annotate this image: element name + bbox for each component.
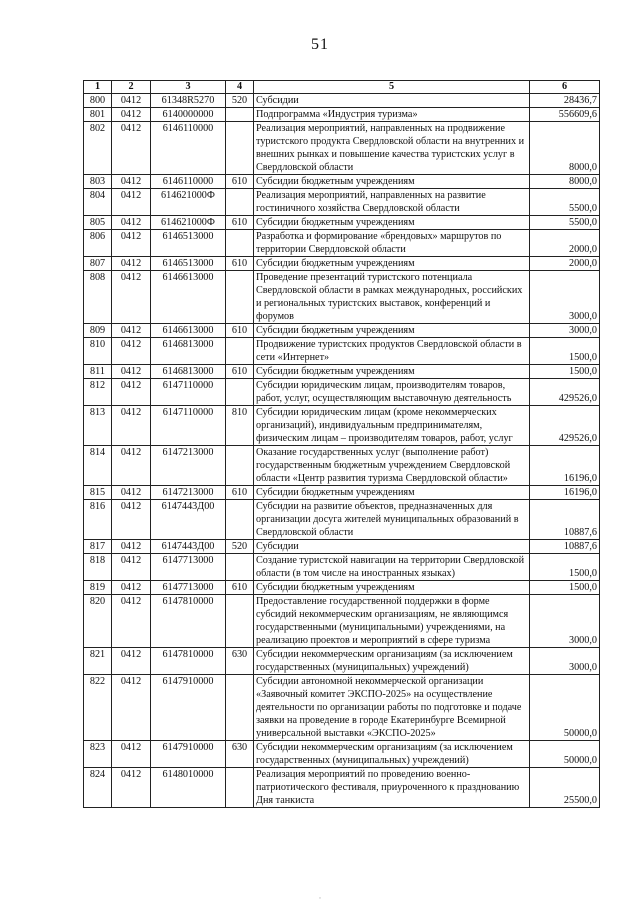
target-article-code-cell: 6147910000 <box>151 675 226 741</box>
amount-cell: 2000,0 <box>530 257 600 271</box>
target-article-code-cell: 6146513000 <box>151 257 226 271</box>
table-row <box>84 175 600 189</box>
section-code-cell: 0412 <box>112 581 151 595</box>
row-number-cell: 803 <box>84 175 112 189</box>
row-number-cell: 802 <box>84 122 112 175</box>
target-article-code-cell: 6147110000 <box>151 379 226 406</box>
target-article-code-cell: 6146613000 <box>151 271 226 324</box>
section-code-cell: 0412 <box>112 257 151 271</box>
amount-cell: 3000,0 <box>530 595 600 648</box>
row-number-cell: 817 <box>84 540 112 554</box>
expense-type-code-cell: 810 <box>226 406 254 446</box>
target-article-code-cell: 6146613000 <box>151 324 226 338</box>
row-number-cell: 804 <box>84 189 112 216</box>
table-row <box>84 648 600 675</box>
amount-cell: 1500,0 <box>530 581 600 595</box>
expense-type-code-cell: 610 <box>226 581 254 595</box>
section-code-cell: 0412 <box>112 768 151 808</box>
expense-type-code-cell: 610 <box>226 324 254 338</box>
expense-type-code-cell: 520 <box>226 540 254 554</box>
expense-type-code-cell <box>226 768 254 808</box>
section-code-cell: 0412 <box>112 379 151 406</box>
amount-cell: 50000,0 <box>530 675 600 741</box>
row-number-cell: 819 <box>84 581 112 595</box>
amount-cell: 25500,0 <box>530 768 600 808</box>
target-article-code-cell: 6147810000 <box>151 595 226 648</box>
row-number-cell: 807 <box>84 257 112 271</box>
row-number-cell: 823 <box>84 741 112 768</box>
amount-cell: 8000,0 <box>530 175 600 189</box>
expense-type-code-cell <box>226 554 254 581</box>
item-name-cell: Субсидии <box>254 94 530 108</box>
target-article-code-cell: 6147213000 <box>151 486 226 500</box>
item-name-cell: Субсидии бюджетным учреждениям <box>254 365 530 379</box>
section-code-cell: 0412 <box>112 189 151 216</box>
item-name-cell: Субсидии юридическим лицам, производителям товаров, работ, услуг, осуществляющим выставочную деятельность <box>254 379 530 406</box>
amount-cell: 2000,0 <box>530 230 600 257</box>
target-article-code-cell: 6147910000 <box>151 741 226 768</box>
amount-cell: 16196,0 <box>530 486 600 500</box>
target-article-code-cell: 614621000Ф <box>151 216 226 230</box>
item-name-cell: Субсидии некоммерческим организациям (за исключением государственных (муниципальных) учреждений) <box>254 741 530 768</box>
amount-cell: 1500,0 <box>530 365 600 379</box>
section-code-cell: 0412 <box>112 595 151 648</box>
target-article-code-cell: 6147443Д00 <box>151 500 226 540</box>
section-code-cell: 0412 <box>112 108 151 122</box>
item-name-cell: Субсидии на развитие объектов, предназначенных для организации досуга жителей муниципальных образований в Свердловской области <box>254 500 530 540</box>
page-footer-mark: · <box>318 893 322 903</box>
target-article-code-cell: 6146813000 <box>151 365 226 379</box>
item-name-cell: Субсидии бюджетным учреждениям <box>254 257 530 271</box>
item-name-cell: Субсидии <box>254 540 530 554</box>
column-header: 6 <box>530 81 600 94</box>
row-number-cell: 814 <box>84 446 112 486</box>
section-code-cell: 0412 <box>112 675 151 741</box>
row-number-cell: 810 <box>84 338 112 365</box>
amount-cell: 1500,0 <box>530 554 600 581</box>
amount-cell: 3000,0 <box>530 648 600 675</box>
expense-type-code-cell: 520 <box>226 94 254 108</box>
target-article-code-cell: 6147443Д00 <box>151 540 226 554</box>
table-row <box>84 486 600 500</box>
item-name-cell: Подпрограмма «Индустрия туризма» <box>254 108 530 122</box>
item-name-cell: Субсидии некоммерческим организациям (за исключением государственных (муниципальных) учреждений) <box>254 648 530 675</box>
amount-cell: 5500,0 <box>530 216 600 230</box>
section-code-cell: 0412 <box>112 540 151 554</box>
item-name-cell: Субсидии бюджетным учреждениям <box>254 175 530 189</box>
amount-cell: 28436,7 <box>530 94 600 108</box>
section-code-cell: 0412 <box>112 338 151 365</box>
column-header: 1 <box>84 81 112 94</box>
amount-cell: 50000,0 <box>530 741 600 768</box>
table-row <box>84 540 600 554</box>
expense-type-code-cell <box>226 189 254 216</box>
expense-type-code-cell <box>226 446 254 486</box>
item-name-cell: Реализация мероприятий, направленных на развитие гостиничного хозяйства Свердловской области <box>254 189 530 216</box>
amount-cell: 429526,0 <box>530 406 600 446</box>
target-article-code-cell: 6146513000 <box>151 230 226 257</box>
row-number-cell: 821 <box>84 648 112 675</box>
item-name-cell: Реализация мероприятий, направленных на продвижение туристского продукта Свердловской области на внутренних и внешних рынках и повышение качества туристских услуг в Свердловской области <box>254 122 530 175</box>
amount-cell: 5500,0 <box>530 189 600 216</box>
table-row <box>84 446 600 486</box>
item-name-cell: Разработка и формирование «брендовых» маршрутов по территории Свердловской области <box>254 230 530 257</box>
section-code-cell: 0412 <box>112 324 151 338</box>
section-code-cell: 0412 <box>112 365 151 379</box>
item-name-cell: Продвижение туристских продуктов Свердловской области в сети «Интернет» <box>254 338 530 365</box>
row-number-cell: 820 <box>84 595 112 648</box>
row-number-cell: 801 <box>84 108 112 122</box>
row-number-cell: 811 <box>84 365 112 379</box>
amount-cell: 3000,0 <box>530 271 600 324</box>
target-article-code-cell: 6147810000 <box>151 648 226 675</box>
target-article-code-cell: 6146813000 <box>151 338 226 365</box>
amount-cell: 8000,0 <box>530 122 600 175</box>
table-body <box>84 94 600 808</box>
page-number: 51 <box>311 36 329 53</box>
section-code-cell: 0412 <box>112 216 151 230</box>
target-article-code-cell: 6146110000 <box>151 175 226 189</box>
table-row <box>84 500 600 540</box>
item-name-cell: Оказание государственных услуг (выполнение работ) государственным бюджетным учреждением Свердловской области «Центр развития туризма Свердловской области» <box>254 446 530 486</box>
table-row <box>84 271 600 324</box>
section-code-cell: 0412 <box>112 648 151 675</box>
table-row <box>84 338 600 365</box>
table-row <box>84 230 600 257</box>
row-number-cell: 813 <box>84 406 112 446</box>
table-row <box>84 216 600 230</box>
amount-cell: 556609,6 <box>530 108 600 122</box>
table-row <box>84 768 600 808</box>
item-name-cell: Субсидии бюджетным учреждениям <box>254 216 530 230</box>
expense-type-code-cell: 610 <box>226 486 254 500</box>
table-row <box>84 189 600 216</box>
table-row <box>84 257 600 271</box>
table-row <box>84 406 600 446</box>
expense-type-code-cell <box>226 271 254 324</box>
section-code-cell: 0412 <box>112 486 151 500</box>
table-header-row <box>84 81 600 94</box>
row-number-cell: 808 <box>84 271 112 324</box>
target-article-code-cell: 6147213000 <box>151 446 226 486</box>
item-name-cell: Субсидии бюджетным учреждениям <box>254 581 530 595</box>
amount-cell: 10887,6 <box>530 540 600 554</box>
target-article-code-cell: 6147713000 <box>151 554 226 581</box>
section-code-cell: 0412 <box>112 175 151 189</box>
section-code-cell: 0412 <box>112 741 151 768</box>
row-number-cell: 824 <box>84 768 112 808</box>
expense-type-code-cell: 610 <box>226 365 254 379</box>
row-number-cell: 816 <box>84 500 112 540</box>
row-number-cell: 806 <box>84 230 112 257</box>
row-number-cell: 805 <box>84 216 112 230</box>
section-code-cell: 0412 <box>112 554 151 581</box>
item-name-cell: Предоставление государственной поддержки в форме субсидий некоммерческим организациям, не являющимся государственными (муниципальными) учреждениями, на реализацию проектов и мероприятий в сфере туризма <box>254 595 530 648</box>
table-row <box>84 741 600 768</box>
expense-type-code-cell: 610 <box>226 257 254 271</box>
row-number-cell: 818 <box>84 554 112 581</box>
section-code-cell: 0412 <box>112 406 151 446</box>
amount-cell: 3000,0 <box>530 324 600 338</box>
budget-table <box>83 80 600 808</box>
amount-cell: 16196,0 <box>530 446 600 486</box>
item-name-cell: Проведение презентаций туристского потенциала Свердловской области в рамках международных, российских и региональных туристских выставок, конференций и форумов <box>254 271 530 324</box>
table-row <box>84 554 600 581</box>
expense-type-code-cell <box>226 108 254 122</box>
expense-type-code-cell: 610 <box>226 216 254 230</box>
row-number-cell: 800 <box>84 94 112 108</box>
column-header: 2 <box>112 81 151 94</box>
table-row <box>84 675 600 741</box>
expense-type-code-cell <box>226 675 254 741</box>
table-row <box>84 122 600 175</box>
table-row <box>84 379 600 406</box>
item-name-cell: Создание туристской навигации на территории Свердловской области (в том числе на иностранных языках) <box>254 554 530 581</box>
expense-type-code-cell <box>226 122 254 175</box>
expense-type-code-cell: 630 <box>226 648 254 675</box>
amount-cell: 1500,0 <box>530 338 600 365</box>
expense-type-code-cell <box>226 338 254 365</box>
section-code-cell: 0412 <box>112 446 151 486</box>
row-number-cell: 809 <box>84 324 112 338</box>
item-name-cell: Реализация мероприятий по проведению военно-патриотического фестиваля, приуроченного к празднованию Дня танкиста <box>254 768 530 808</box>
row-number-cell: 822 <box>84 675 112 741</box>
table-row <box>84 324 600 338</box>
item-name-cell: Субсидии бюджетным учреждениям <box>254 324 530 338</box>
section-code-cell: 0412 <box>112 271 151 324</box>
table-row <box>84 365 600 379</box>
column-header: 4 <box>226 81 254 94</box>
column-header: 5 <box>254 81 530 94</box>
item-name-cell: Субсидии автономной некоммерческой организации «Заявочный комитет ЭКСПО-2025» на осуществление деятельности по организации работы по подготовке и подаче заявки на проведение в городе Екатеринбурге Всемирной универсальной выставки «ЭКСПО-2025» <box>254 675 530 741</box>
section-code-cell: 0412 <box>112 94 151 108</box>
section-code-cell: 0412 <box>112 122 151 175</box>
amount-cell: 10887,6 <box>530 500 600 540</box>
target-article-code-cell: 6148010000 <box>151 768 226 808</box>
expense-type-code-cell <box>226 500 254 540</box>
table-row <box>84 108 600 122</box>
target-article-code-cell: 6147110000 <box>151 406 226 446</box>
item-name-cell: Субсидии юридическим лицам (кроме некоммерческих организаций), индивидуальным предпринимателям, физическим лицам – производителям товаров, работ, услуг <box>254 406 530 446</box>
section-code-cell: 0412 <box>112 500 151 540</box>
amount-cell: 429526,0 <box>530 379 600 406</box>
expense-type-code-cell: 630 <box>226 741 254 768</box>
expense-type-code-cell <box>226 595 254 648</box>
section-code-cell: 0412 <box>112 230 151 257</box>
expense-type-code-cell <box>226 230 254 257</box>
row-number-cell: 815 <box>84 486 112 500</box>
target-article-code-cell: 6147713000 <box>151 581 226 595</box>
column-header: 3 <box>151 81 226 94</box>
target-article-code-cell: 61348R5270 <box>151 94 226 108</box>
target-article-code-cell: 614621000Ф <box>151 189 226 216</box>
table-row <box>84 581 600 595</box>
table-row <box>84 94 600 108</box>
expense-type-code-cell: 610 <box>226 175 254 189</box>
target-article-code-cell: 6140000000 <box>151 108 226 122</box>
item-name-cell: Субсидии бюджетным учреждениям <box>254 486 530 500</box>
row-number-cell: 812 <box>84 379 112 406</box>
expense-type-code-cell <box>226 379 254 406</box>
table-row <box>84 595 600 648</box>
target-article-code-cell: 6146110000 <box>151 122 226 175</box>
